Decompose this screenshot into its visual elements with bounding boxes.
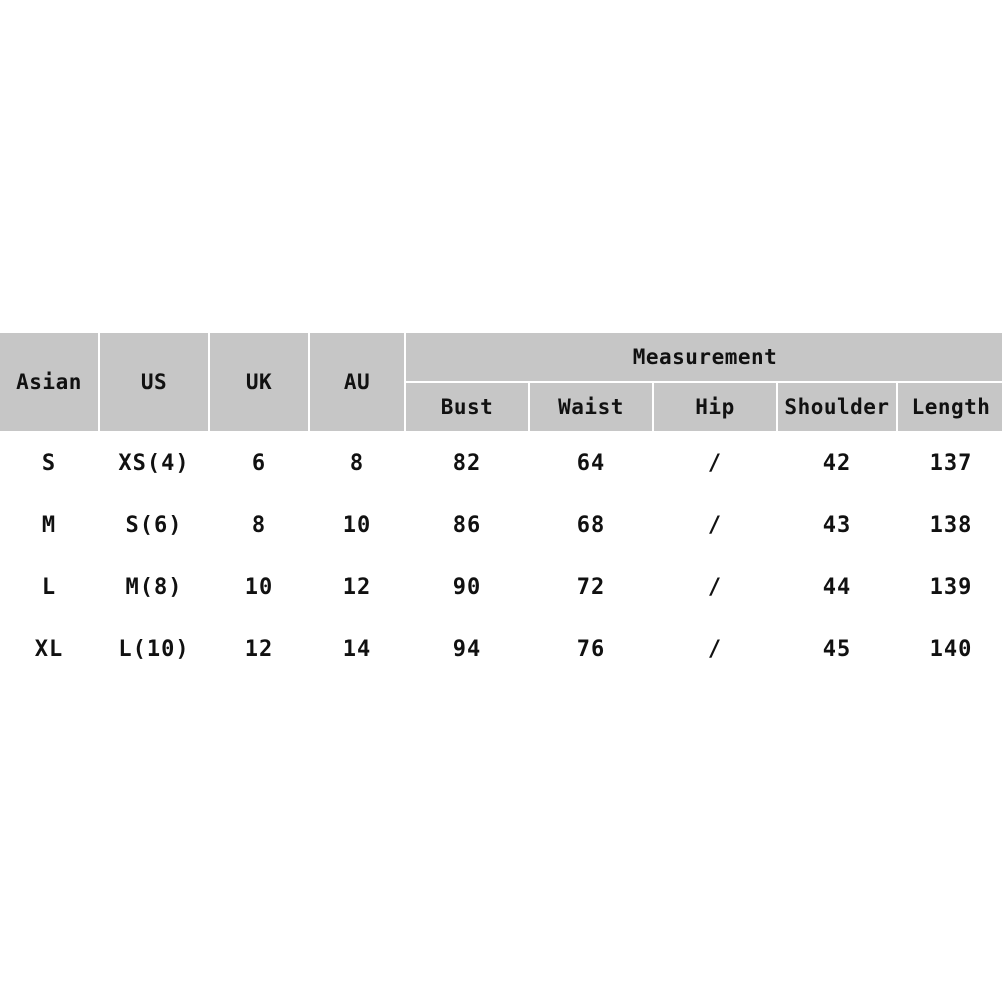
cell-shoulder: 42	[777, 432, 897, 494]
cell-asian: S	[0, 432, 99, 494]
cell-us: M(8)	[99, 556, 209, 618]
column-header-uk: UK	[209, 332, 309, 432]
cell-bust: 94	[405, 618, 529, 680]
cell-us: L(10)	[99, 618, 209, 680]
cell-waist: 76	[529, 618, 653, 680]
cell-shoulder: 44	[777, 556, 897, 618]
table-row	[0, 556, 1002, 618]
cell-uk: 12	[209, 618, 309, 680]
header-row-top	[0, 332, 1002, 382]
cell-length: 140	[897, 618, 1002, 680]
cell-hip: /	[653, 432, 777, 494]
cell-au: 12	[309, 556, 405, 618]
cell-length: 139	[897, 556, 1002, 618]
cell-hip: /	[653, 618, 777, 680]
cell-bust: 86	[405, 494, 529, 556]
column-header-hip: Hip	[653, 382, 777, 432]
cell-shoulder: 45	[777, 618, 897, 680]
column-header-au: AU	[309, 332, 405, 432]
cell-au: 8	[309, 432, 405, 494]
column-header-us: US	[99, 332, 209, 432]
column-header-bust: Bust	[405, 382, 529, 432]
cell-hip: /	[653, 494, 777, 556]
cell-us: XS(4)	[99, 432, 209, 494]
cell-waist: 68	[529, 494, 653, 556]
cell-bust: 90	[405, 556, 529, 618]
cell-length: 138	[897, 494, 1002, 556]
size-chart-table	[0, 331, 1002, 681]
cell-asian: L	[0, 556, 99, 618]
table-body	[0, 432, 1002, 680]
cell-asian: M	[0, 494, 99, 556]
cell-length: 137	[897, 432, 1002, 494]
size-chart-container	[0, 331, 1002, 681]
cell-au: 10	[309, 494, 405, 556]
cell-uk: 6	[209, 432, 309, 494]
column-header-waist: Waist	[529, 382, 653, 432]
cell-waist: 64	[529, 432, 653, 494]
cell-waist: 72	[529, 556, 653, 618]
cell-bust: 82	[405, 432, 529, 494]
column-header-shoulder: Shoulder	[777, 382, 897, 432]
table-row	[0, 618, 1002, 680]
table-row	[0, 432, 1002, 494]
column-header-asian: Asian	[0, 332, 99, 432]
cell-uk: 8	[209, 494, 309, 556]
table-row	[0, 494, 1002, 556]
cell-au: 14	[309, 618, 405, 680]
cell-uk: 10	[209, 556, 309, 618]
cell-asian: XL	[0, 618, 99, 680]
cell-shoulder: 43	[777, 494, 897, 556]
table-header	[0, 332, 1002, 432]
column-header-length: Length	[897, 382, 1002, 432]
cell-hip: /	[653, 556, 777, 618]
group-header-measurement: Measurement	[405, 332, 1002, 382]
cell-us: S(6)	[99, 494, 209, 556]
